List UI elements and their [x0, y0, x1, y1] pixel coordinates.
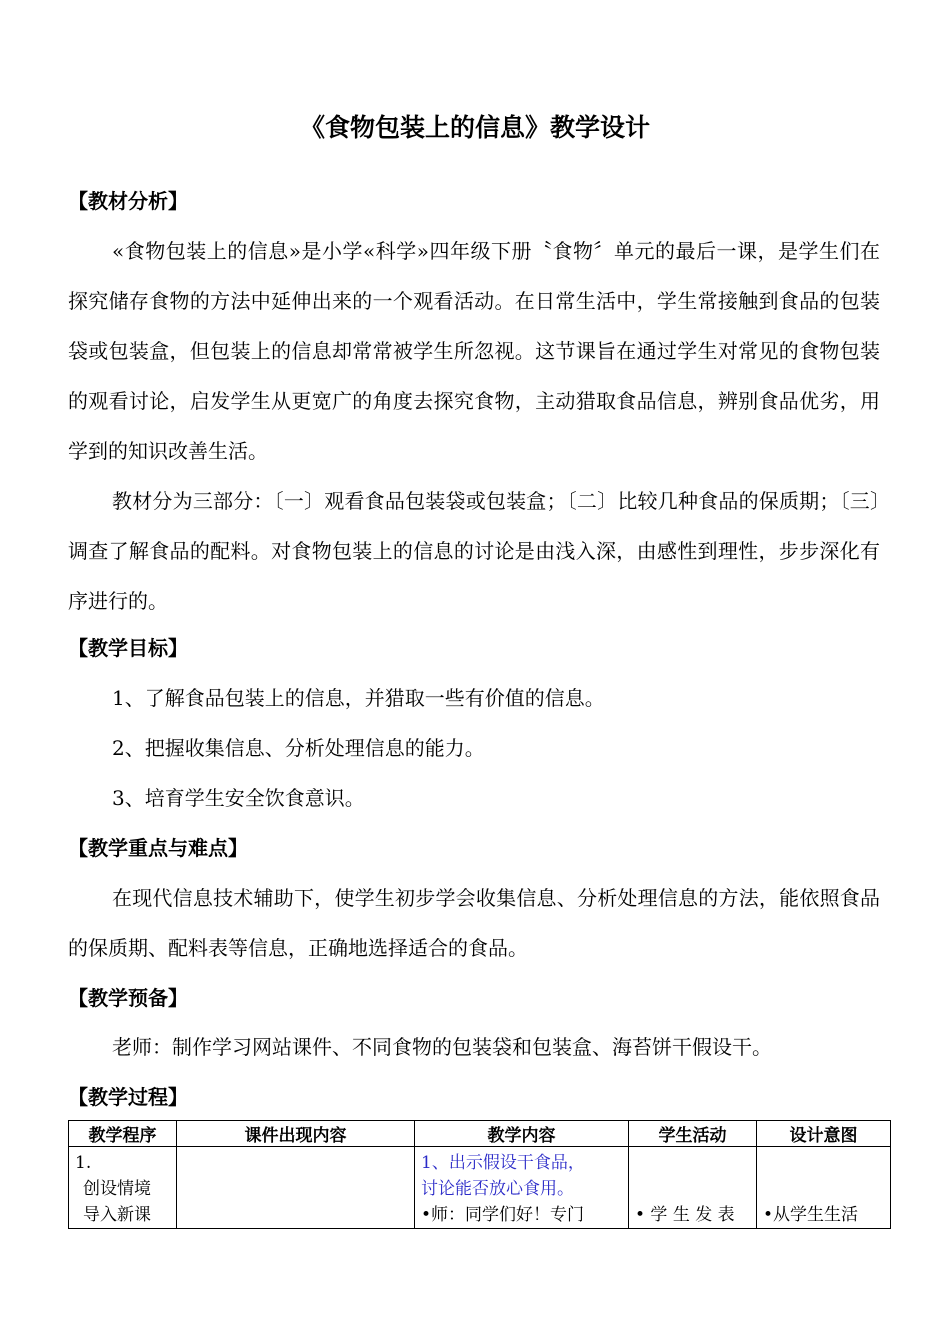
- cell-step: [69, 1147, 177, 1229]
- cell-design-intent: [757, 1147, 891, 1229]
- header-design-intent: 设计意图: [757, 1121, 891, 1147]
- goal-item-3: 3、培育学生安全饮食意识。: [112, 786, 365, 810]
- cell-courseware: [177, 1147, 415, 1229]
- cell-student-activity: [629, 1147, 757, 1229]
- page-title: 《食物包装上的信息》教学设计: [299, 113, 650, 142]
- table-header-row: [69, 1121, 891, 1147]
- content-line-2: 讨论能否放心食用。: [421, 1179, 574, 1199]
- step-number: 1.: [75, 1153, 92, 1173]
- content-line-3: •师：同学们好！专门: [421, 1205, 585, 1225]
- section-heading-process: 【教学过程】: [68, 1085, 188, 1109]
- content-line-1: 1、出示假设干食品，: [421, 1153, 585, 1173]
- header-step: 教学程序: [69, 1121, 177, 1147]
- header-content: 教学内容: [415, 1121, 629, 1147]
- table-row: [69, 1147, 891, 1229]
- key-points-paragraph: 在现代信息技术辅助下，使学生初步学会收集信息、分析处理信息的方法，能依照食品的保质期、配料表等信息，正确地选择适合的食品。: [68, 886, 880, 960]
- cell-content: [415, 1147, 629, 1229]
- analysis-paragraph-1: «食物包装上的信息»是小学«科学»四年级下册〝食物〞单元的最后一课，是学生们在探究储存食物的方法中延伸出来的一个观看活动。在日常生活中，学生常接触到食品的包装袋或包装盒，但包装上的信息却常常被学生所忽视。这节课旨在通过学生对常见的食物包装的观看讨论，启发学生从更宽广的角度去探究食物，主动猎取食品信息，辨别食品优劣，用学到的知识改善生活。: [68, 239, 880, 463]
- goal-item-2: 2、把握收集信息、分析处理信息的能力。: [112, 736, 485, 760]
- student-activity-text: • 学 生 发 表: [635, 1205, 735, 1225]
- design-intent-text: •从学生生活: [763, 1205, 859, 1225]
- step-name-line-2: 导入新课: [83, 1205, 151, 1225]
- section-heading-key-points: 【教学重点与难点】: [68, 836, 248, 860]
- header-student-activity: 学生活动: [629, 1121, 757, 1147]
- analysis-paragraph-2: 教材分为三部分：〔一〕观看食品包装袋或包装盒；〔二〕比较几种食品的保质期；〔三〕调查了解食品的配料。对食物包装上的信息的讨论是由浅入深，由感性到理性，步步深化有序进行的。: [68, 489, 880, 613]
- section-heading-analysis: 【教材分析】: [68, 189, 188, 213]
- section-heading-preparation: 【教学预备】: [68, 986, 188, 1010]
- process-table: [68, 1120, 891, 1229]
- preparation-paragraph: 老师：制作学习网站课件、不同食物的包装袋和包装盒、海苔饼干假设干。: [112, 1035, 772, 1059]
- header-courseware: 课件出现内容: [177, 1121, 415, 1147]
- goal-item-1: 1、了解食品包装上的信息，并猎取一些有价值的信息。: [112, 686, 605, 710]
- step-name-line-1: 创设情境: [83, 1179, 151, 1199]
- section-heading-goals: 【教学目标】: [68, 636, 188, 660]
